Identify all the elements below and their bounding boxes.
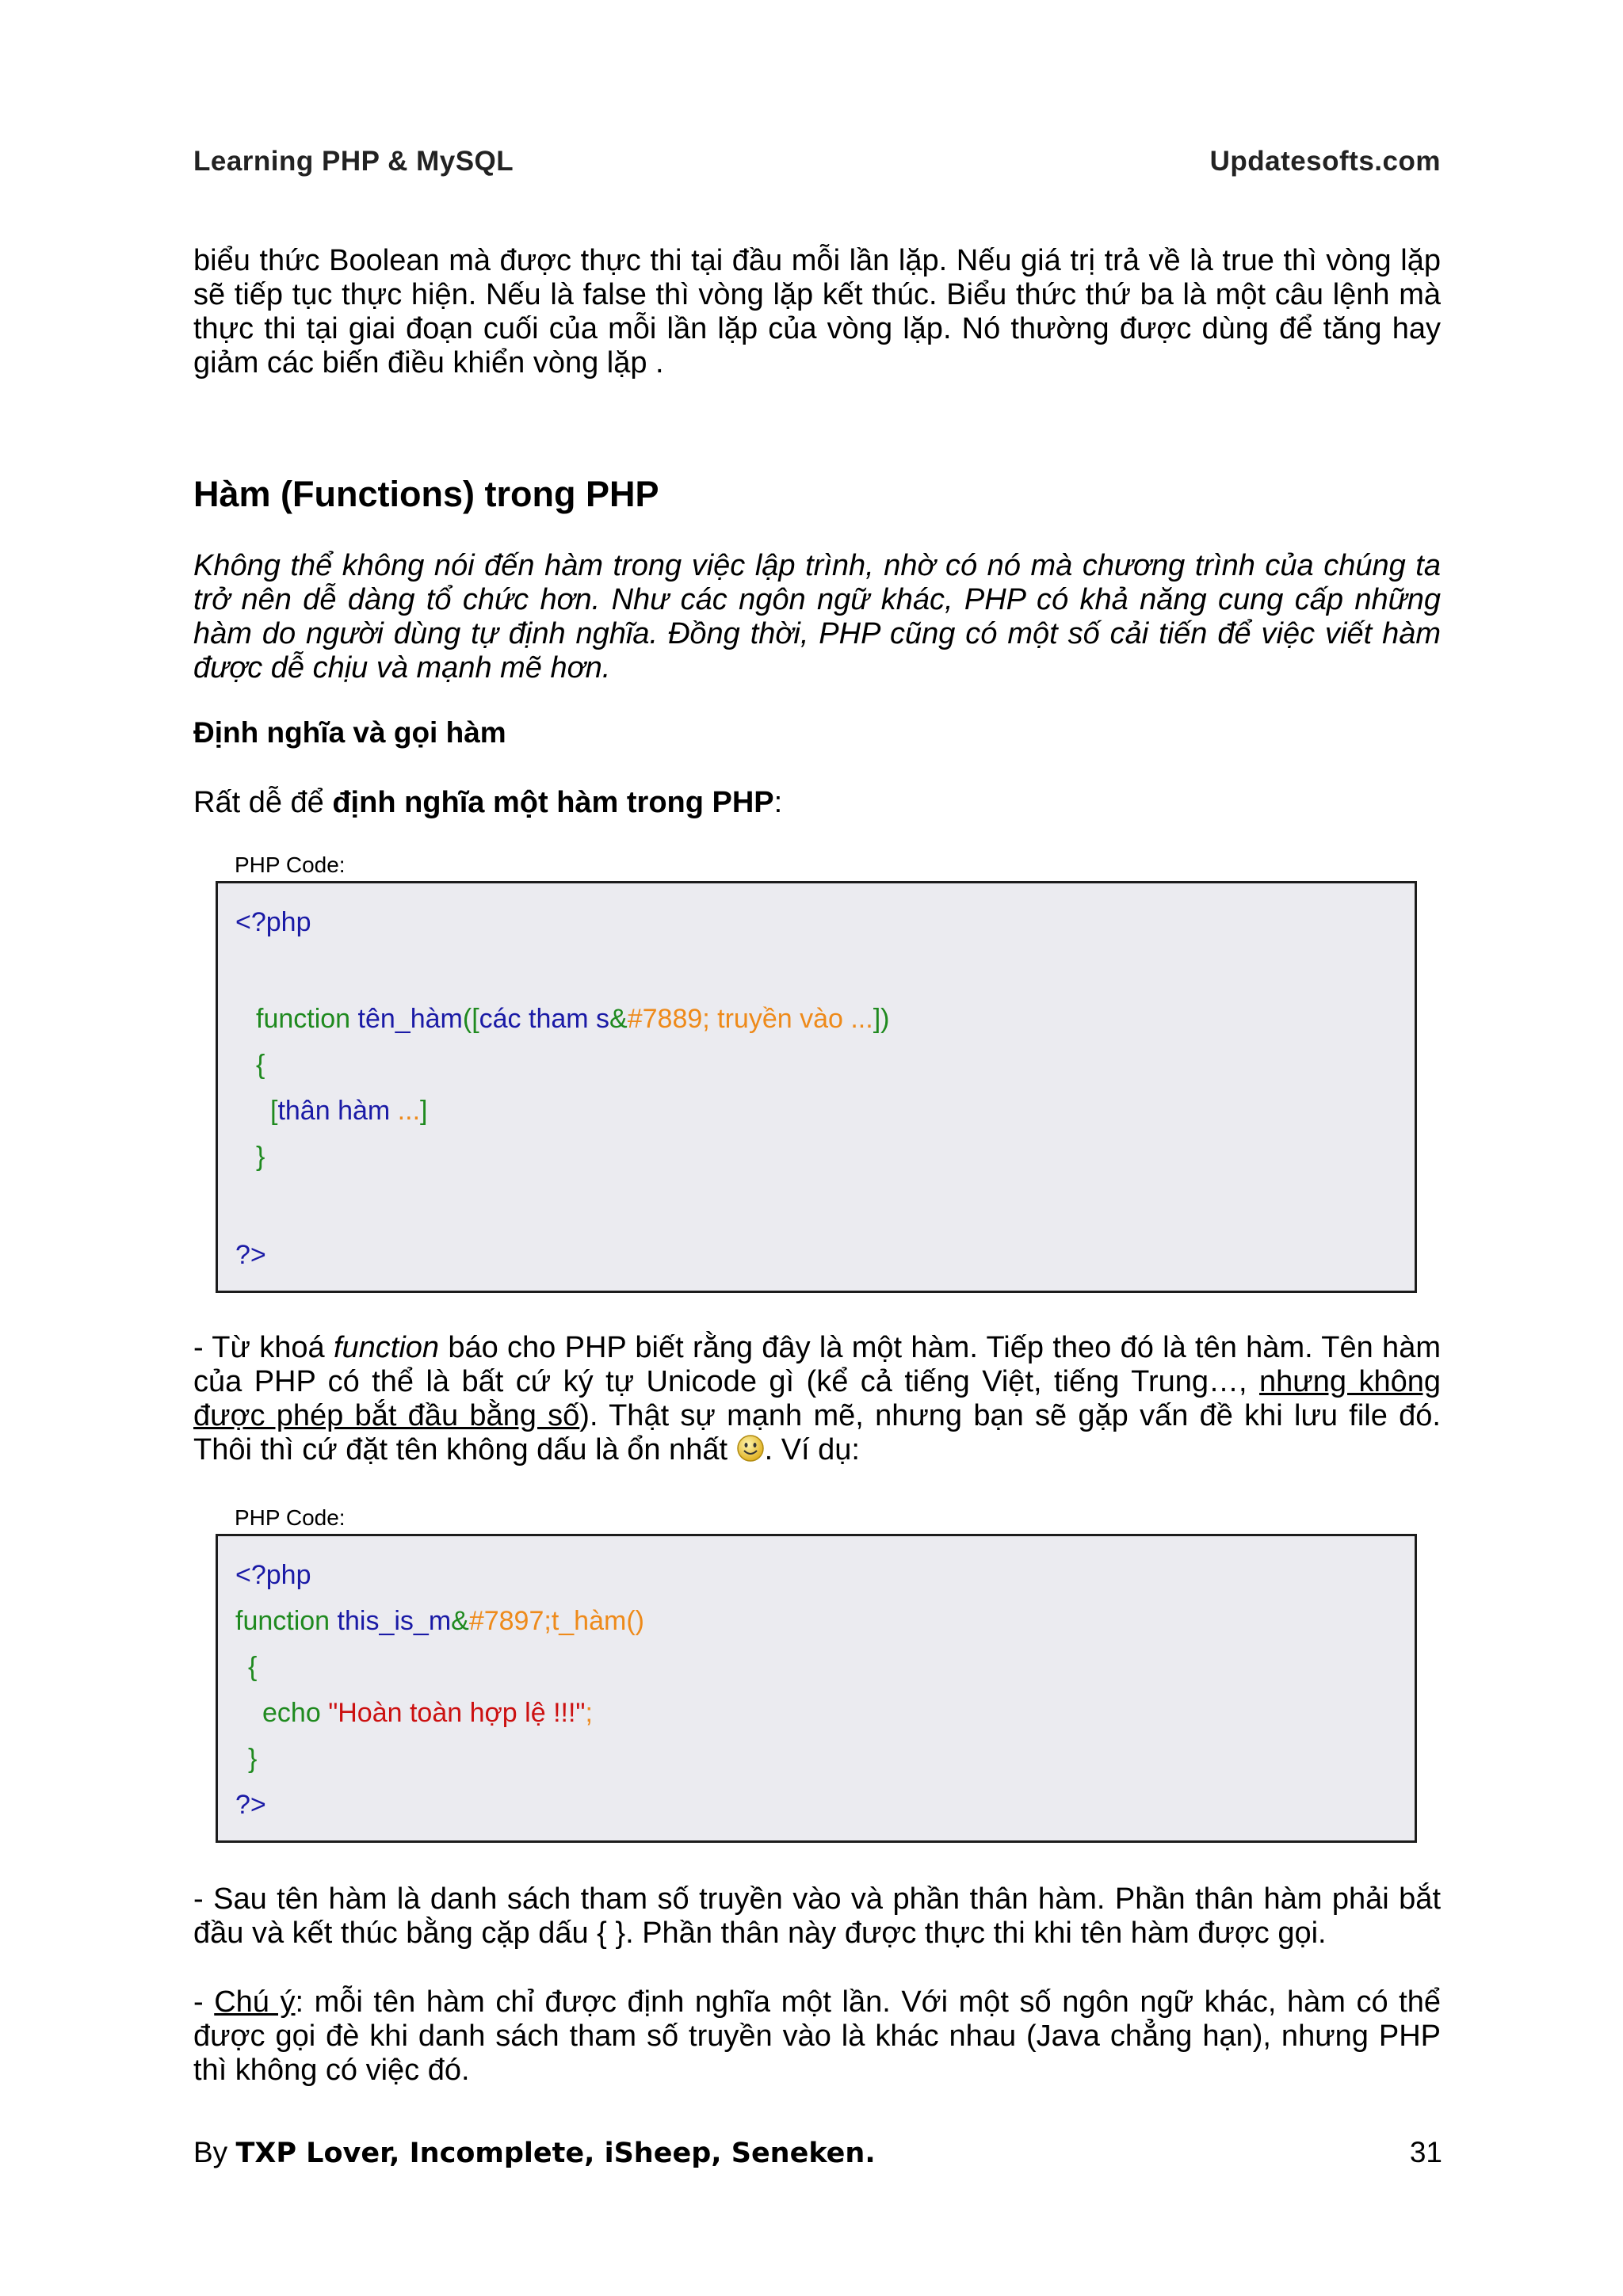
open-brace-2: { bbox=[248, 1652, 258, 1682]
paragraph-function-keyword bbox=[193, 1331, 1441, 1467]
para2-c: báo cho PHP biết rằng đây là một hàm. Tiếp theo đó là tên hàm. Tên hàm của PHP có thể là bất cứ ký tự Unicode gì (kể cả tiếng Việt, tiếng Trung…, bbox=[193, 1331, 1441, 1398]
function-signature bbox=[256, 1004, 889, 1035]
footer-by: By bbox=[193, 2136, 236, 2168]
code-block-1 bbox=[216, 881, 1417, 1293]
header-site: Updatesofts.com bbox=[1209, 146, 1441, 177]
para2-underline: nhưng không được phép bắt đầu bằng số bbox=[193, 1365, 1441, 1432]
code-label-2: PHP Code: bbox=[235, 1505, 346, 1530]
para2-f: . Ví dụ: bbox=[764, 1433, 860, 1466]
smiley-icon bbox=[736, 1434, 765, 1463]
body-bracket: [ bbox=[270, 1096, 278, 1126]
close-brace: } bbox=[256, 1142, 265, 1172]
body-close: ] bbox=[420, 1096, 428, 1126]
note-text: : mỗi tên hàm chỉ được định nghĩa một lần. Với một số ngôn ngữ khác, hàm có thể được gọi đè khi danh sách tham số truyền vào là khác nhau (Java chẳng hạn), nhưng PHP thì không có việc đó. bbox=[193, 1985, 1441, 2087]
body-text: thân hàm bbox=[277, 1096, 398, 1126]
open-brace: { bbox=[256, 1050, 265, 1080]
function-keyword-2: function bbox=[235, 1606, 338, 1636]
echo-string: "Hoàn toàn hợp lệ !!!" bbox=[328, 1698, 586, 1728]
function-name-2: this_is_m bbox=[337, 1606, 452, 1636]
paragraph-boolean: biểu thức Boolean mà được thực thi tại đầu mỗi lần lặp. Nếu giá trị trả về là true thì vòng lặp sẽ tiếp tục thực hiện. Nếu là false thì vòng lặp kết thúc. Biểu thức thứ ba là một câu lệnh mà thực thi tại giai đoạn cuối của mỗi lần lặp của vòng lặp. Nó thường được dùng để tăng hay giảm các biến điều khiển vòng lặp . bbox=[193, 244, 1441, 379]
para2-a: - Từ khoá bbox=[193, 1331, 334, 1364]
code-label-1: PHP Code: bbox=[235, 852, 346, 877]
function-keyword: function bbox=[256, 1004, 358, 1034]
footer-authors bbox=[193, 2136, 876, 2169]
body-dots: ... bbox=[397, 1096, 421, 1126]
php-close-tag: ?> bbox=[235, 1240, 266, 1270]
define-paragraph bbox=[193, 786, 1441, 820]
subsection-heading: Định nghĩa và gọi hàm bbox=[193, 716, 506, 749]
note-label: Chú ý bbox=[214, 1985, 296, 2019]
define-bold: định nghĩa một hàm trong PHP bbox=[332, 786, 774, 819]
php-close-tag-2: ?> bbox=[235, 1790, 266, 1820]
footer-names: TXP Lover, Incomplete, iSheep, Seneken. bbox=[235, 2138, 876, 2169]
section-heading: Hàm (Functions) trong PHP bbox=[193, 474, 659, 514]
code-block-2 bbox=[216, 1534, 1417, 1843]
semicolon: ; bbox=[585, 1698, 593, 1728]
amp: & bbox=[609, 1004, 628, 1034]
paragraph-note bbox=[193, 1985, 1441, 2088]
define-text: Rất dễ để bbox=[193, 786, 333, 819]
paren: ( bbox=[462, 1004, 472, 1034]
intro-paragraph: Không thể không nói đến hàm trong việc lập trình, nhờ có nó mà chương trình của chúng ta trở nên dễ dàng tổ chức hơn. Như các ngôn ngữ khác, PHP có khả năng cung cấp những hàm do người dùng tự định nghĩa. Đồng thời, PHP cũng có một số cải tiến để việc viết hàm được dễ chịu và mạnh mẽ hơn. bbox=[193, 549, 1441, 685]
php-open-tag-2: <?php bbox=[235, 1560, 311, 1590]
paragraph-function-body: - Sau tên hàm là danh sách tham số truyền vào và phần thân hàm. Phần thân hàm phải bắt đầu và kết thúc bằng cặp dấu { }. Phần thân này được thực thi khi tên hàm được gọi. bbox=[193, 1882, 1441, 1950]
define-colon: : bbox=[773, 786, 783, 819]
note-dash: - bbox=[193, 1985, 215, 2019]
para2-function: function bbox=[333, 1331, 440, 1364]
function-body bbox=[270, 1096, 427, 1127]
function-name: tên_hàm bbox=[357, 1004, 463, 1034]
args: các tham s bbox=[479, 1004, 610, 1034]
php-open-tag: <?php bbox=[235, 907, 311, 937]
header-title: Learning PHP & MySQL bbox=[193, 146, 514, 177]
entity: #7889; truyền vào ... bbox=[627, 1004, 873, 1034]
close-brace-2: } bbox=[248, 1744, 258, 1774]
function-signature-2 bbox=[235, 1606, 644, 1637]
close-bracket: ]) bbox=[873, 1004, 890, 1034]
entity-2: #7897;t_hàm() bbox=[468, 1606, 644, 1636]
echo-line bbox=[262, 1698, 593, 1729]
para2-e: ). Thật sự mạnh mẽ, nhưng bạn sẽ gặp vấn đề khi lưu file đó. Thôi thì cứ đặt tên không dấu là ổn nhất bbox=[193, 1399, 1441, 1466]
bracket: [ bbox=[472, 1004, 479, 1034]
amp-2: & bbox=[451, 1606, 469, 1636]
page-number: 31 bbox=[1409, 2136, 1442, 2168]
echo-keyword: echo bbox=[262, 1698, 329, 1728]
